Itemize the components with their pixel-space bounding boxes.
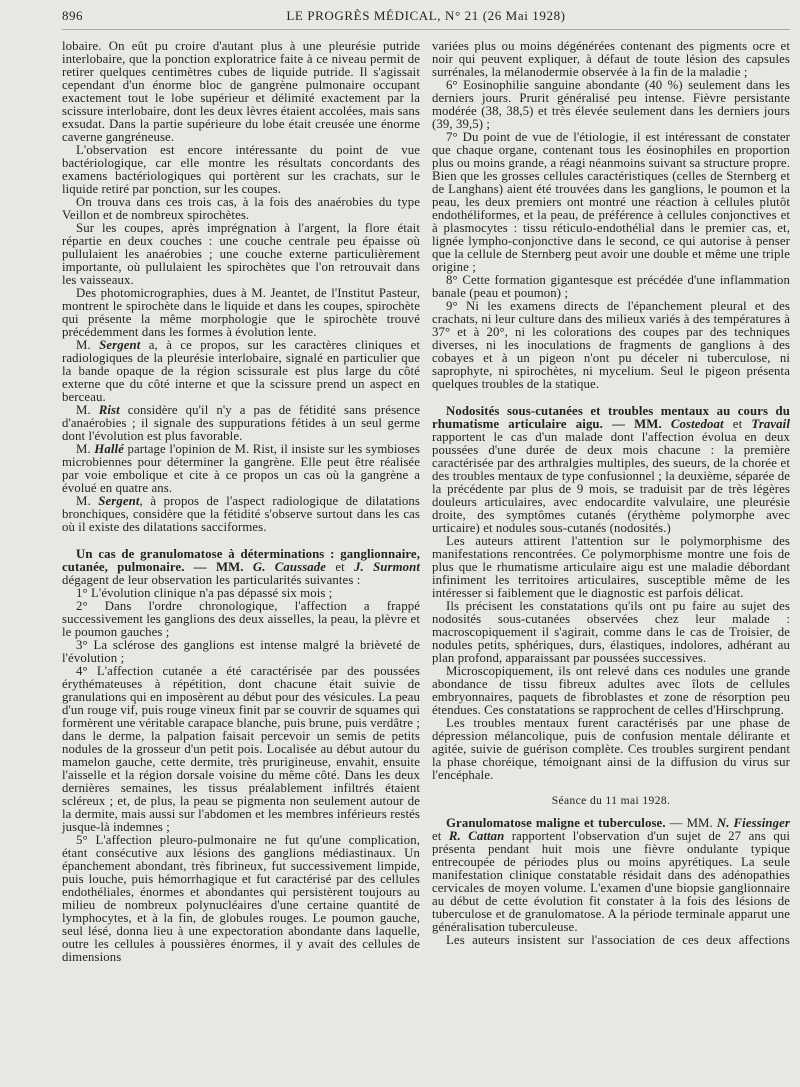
speaker-name: Sergent bbox=[99, 338, 141, 352]
discussion-paragraph bbox=[62, 443, 420, 495]
numbered-point: 6° Eosinophilie sanguine abondante (40 %) seulement dans les derniers jours. Prurit généralisé peu intense. Fièvre persistante modérée (38, 38,5) et très élevée seulement dans les derniers jours (39, 39,5) ; bbox=[432, 78, 790, 131]
running-title: LE PROGRÈS MÉDICAL, N° 21 (26 Mai 1928) bbox=[286, 8, 566, 23]
numbered-point: 7° Du point de vue de l'étiologie, il est intéressant de constater que chaque organe, contenant tous les éosinophiles en proportion plus ou moins grande, a réagi néanmoins suivant sa structure propre. Bien que les grosses cellules caractéristiques (celles de Sternberg et de Langhans) aient été trouvées dans les ganglions, le poumon et la peau, les deux premiers ont montré une réaction à cellules plutôt endothéliformes, et la peau, de préférence à cellules conjonctives et à plasmocytes : tissu réticulo-endothélial dans le premier cas, et, lignée lympho-conjonctive dans le second, ce qui autorise à penser que la cellule de Sternberg peut avoir une double et même une triple origine ; bbox=[432, 130, 790, 274]
session-heading: Séance du 11 mai 1928. bbox=[551, 795, 671, 807]
paragraph: Les troubles mentaux furent caractérisés par une phase de dépression mélancolique, puis de confusion mentale délirante et agitée, suivie de guérison complète. Ces troubles surgirent pendant la phase choréique, témoignant ainsi de la diffusion du virus sur l'encéphale. bbox=[432, 716, 790, 782]
author-name: J. Surmont bbox=[354, 560, 421, 574]
numbered-point: 5° L'affection pleuro-pulmonaire ne fut qu'une complication, étant consécutive aux lésions des ganglions médiastinaux. Un épanchement abondant, très fibrineux, fut successivement limpide, puis louche, puis hémorrhagique et fut caractérisé par des cellules endothéliales, énormes et abondantes qui persistèrent toujours au milieu de nombreux polynucléaires d'une certaine quantité de lymphocytes, et à la fin, de globules rouges. Le poumon gauche, seul lésé, donna lieu à une expectoration abondante dans laquelle, outre les cellules à poussières énormes, il y avait des cellules de dimensions bbox=[62, 833, 420, 964]
numbered-point: 1° L'évolution clinique n'a pas dépassé six mois ; bbox=[76, 586, 333, 600]
authors-conjunction: et bbox=[326, 560, 355, 574]
author-name: Travail bbox=[751, 417, 790, 431]
paragraph: Les auteurs insistent sur l'association de ces deux affections bbox=[446, 933, 790, 947]
communication-heading bbox=[432, 817, 790, 934]
numbered-point: 8° Cette formation gigantesque est précédée d'une inflammation banale (peau et poumon) ; bbox=[432, 273, 790, 300]
communication-title: Un cas de granulomatose à déterminations : ganglionnaire, cutanée, pulmonaire. bbox=[62, 547, 420, 574]
communication-heading bbox=[62, 548, 420, 587]
numbered-point: 4° L'affection cutanée a été caractérisée par des poussées érythémateuses à répétition, dont chacune était suivie de granulations qui en imposèrent au début pour des vésicules. La peau d'un rouge vif, puis rouge vineux finit par se couvrir de squames qui formèrent une véritable carapace blanche, puis brune, puis verdâtre ; dans le derme, la palpation faisait percevoir un semis de petits nodules de la grosseur d'un petit pois. Localisée au début autour du mamelon gauche, cette dermite, très prurigineuse, envahit, ensuite l'aisselle et la région dorsale voisine du même côté. Dans les deux dernières semaines, les tissus préalablement infiltrés étaient scléreux ; et, de plus, la peau se pigmenta non seulement autour de la dermite, mais aussi sur l'abdomen et les membres inférieurs restés jusque-là indemnes ; bbox=[62, 664, 420, 834]
authors-dash: — MM. bbox=[665, 816, 717, 830]
remark-text: considère qu'il n'y a pas de fétidité sans présence d'anaérobies ; il signale des suppurations fétides à un seul germe dont l'évolution est plus favorable. bbox=[62, 403, 420, 443]
continued-paragraph: lobaire. On eût pu croire d'autant plus à une pleurésie putride interlobaire, que la ponction exploratrice faite à ce niveau permit de retirer quelques centimètres cubes de liquide putride. Il s'agissait cependant d'un énorme bloc de gangrène pulmonaire occupant exactement tout le lobe supérieur et délimité exactement par la scissure interlobaire, dont les deux lèvres étaient accolées, mais sans exsudat. Dans la partie supérieure du lobe était creusée une énorme caverne gangréneuse. bbox=[62, 39, 420, 144]
communication-text: rapportent l'observation d'un sujet de 27 ans qui présenta pendant huit mois une fièvre ondulante typique entrecoupée de périodes plus ou moins apyrétiques. La seule manifestation clinique constatable résidait dans des adénopathies cervicales de moyen volume. L'examen d'une biopsie ganglionnaire au début de cette évolution fit constater à la fois des lésions de tuberculose et de granulomatose. A la période terminale apparut une généralisation tuberculeuse. bbox=[432, 829, 790, 934]
paragraph: Des photomicrographies, dues à M. Jeantet, de l'Institut Pasteur, montrent le spirochète dans le liquide et dans les coupes, spirochète qui présente la même morphologie que le spirochète trouvé précédemment dans les formes à évolution lente. bbox=[62, 286, 420, 339]
paragraph: Les auteurs attirent l'attention sur le polymorphisme des manifestations rencontrées. Ce polymorphisme montre une fois de plus que le rhumatisme articulaire aigu est une maladie débordant infiniment les territoires articulaires, susceptible même de les intéresser si faiblement que le diagnostic est parfois délicat. bbox=[432, 534, 790, 600]
numbered-point: 2° Dans l'ordre chronologique, l'affection a frappé successivement les ganglions des deux aisselles, la peau, la plèvre et le poumon gauches ; bbox=[62, 599, 420, 639]
remark-text: partage l'opinion de M. Rist, il insiste sur les symbioses microbiennes pour déterminer la gangrène. Elle peut être réalisée par voie embolique et cite à ce propos un cas où la gangrène a évolué en quatre ans. bbox=[62, 442, 420, 495]
header-rule bbox=[62, 29, 790, 30]
author-name: N. Fiessinger bbox=[716, 816, 790, 830]
left-column bbox=[62, 40, 420, 964]
speaker-prefix: M. bbox=[76, 494, 99, 508]
continued-paragraph: variées plus ou moins dégénérées contenant des pigments ocre et noir qui peuvent expliquer, à défaut de toute lésion des capsules surrénales, la mélanodermie observée à la fin de la maladie ; bbox=[432, 39, 790, 79]
paragraph: L'observation est encore intéressante du point de vue bactériologique, car elle montre les résultats concordants des examens bactériologiques qui portèrent sur les crachats, sur le liquide retiré par ponction, sur les coupes. bbox=[62, 143, 420, 196]
discussion-paragraph bbox=[62, 339, 420, 404]
right-column bbox=[432, 40, 790, 947]
paragraph: Microscopiquement, ils ont relevé dans ces nodules une grande abondance de tissu fibreux adultes avec îlots de cellules embryonnaires, paquets de fibroblastes et zone de résorption peu étendues. Ces constatations se rapprochent de celles d'Hirschprung. bbox=[432, 664, 790, 717]
speaker-prefix: M. bbox=[76, 338, 100, 352]
speaker-name: Hallé bbox=[94, 442, 124, 456]
paragraph: On trouva dans ces trois cas, à la fois des anaérobies du type Veillon et de nombreux spirochètes. bbox=[62, 195, 420, 222]
page-number: 896 bbox=[62, 8, 83, 23]
communication-heading bbox=[432, 405, 790, 535]
speaker-name: Rist bbox=[98, 403, 120, 417]
communication-title: Nodosités sous-cutanées et troubles mentaux au cours du rhumatisme articulaire aigu. bbox=[432, 404, 790, 431]
speaker-name: Sergent bbox=[98, 494, 140, 508]
numbered-point: 3° La sclérose des ganglions est intense malgré la brièveté de l'évolution ; bbox=[62, 638, 420, 665]
communication-text: rapportent le cas d'un malade dont l'affection évolua en deux poussées d'une durée de deux mois chacune : la première caractérisée par des arthralgies multiples, des sueurs, de la chorée et des troubles mentaux de type confusionnel ; la deuxième, séparée de la précédente par plus de 9 mois, se traduisit par de très légères douleurs articulaires, avec endocardite valvulaire, une pleurésie droite, des symptômes cutanés (érythème polymorphe avec urticaire) et nodules sous-cutanés (nodosités.) bbox=[432, 430, 790, 535]
authors-dash: — MM. bbox=[184, 560, 253, 574]
speaker-prefix: M. bbox=[76, 403, 99, 417]
speaker-prefix: M. bbox=[76, 442, 95, 456]
paragraph: Sur les coupes, après imprégnation à l'argent, la flore était répartie en deux couches : une couche centrale peu épaisse où pullulaient les anaérobies ; une couche externe particulièrement importante, où pullulaient les spirochètes que l'on retrouvait dans les vaisseaux. bbox=[62, 221, 420, 287]
author-name: R. Cattan bbox=[448, 829, 505, 843]
remark-text: , à propos de l'aspect radiologique de dilatations bronchiques, considère que la fétidité s'observe surtout dans les cas où il existe des dilatations sacciformes. bbox=[62, 494, 420, 534]
remark-text: a, à ce propos, sur les caractères cliniques et radiologiques de la pleurésie interlobaire, signalé en particulier que la bande opaque de la région scissurale est plus large du côté externe que du côté interne et que la scissure prend un aspect en berceau. bbox=[62, 338, 420, 404]
communication-text: dégagent de leur observation les particularités suivantes : bbox=[62, 573, 361, 587]
discussion-paragraph bbox=[62, 404, 420, 443]
authors-dash: — MM. bbox=[602, 417, 671, 431]
authors-conjunction: et bbox=[432, 829, 449, 843]
discussion-paragraph bbox=[62, 495, 420, 534]
page-header bbox=[62, 8, 790, 26]
communication-title: Granulomatose maligne et tuberculose. bbox=[446, 816, 666, 830]
paragraph: Ils précisent les constatations qu'ils ont pu faire au sujet des nodosités sous-cutanées observées chez leur malade : macroscopiquement il s'agirait, comme dans le cas de Troisier, de nodules petits, sphériques, durs, élastiques, indolores, adhérant au plan profond, apparaissant par poussées successives. bbox=[432, 599, 790, 665]
numbered-point: 9° Ni les examens directs de l'épanchement pleural et des crachats, ni leur culture dans des milieux variés à des températures à 37° et à 20°, ni les colorations des coupes par des techniques diverses, ni les inoculations de fragments de ganglions à des cobayes et à un pigeon n'ont pu déceler ni tuberculose, ni saprophyte, ni spirochètes, ni mycelium. Seul le pigeon présenta quelques troubles de la statique. bbox=[432, 299, 790, 391]
author-name: Costedoat bbox=[670, 417, 724, 431]
author-name: G. Caussade bbox=[252, 560, 327, 574]
authors-conjunction: et bbox=[723, 417, 752, 431]
